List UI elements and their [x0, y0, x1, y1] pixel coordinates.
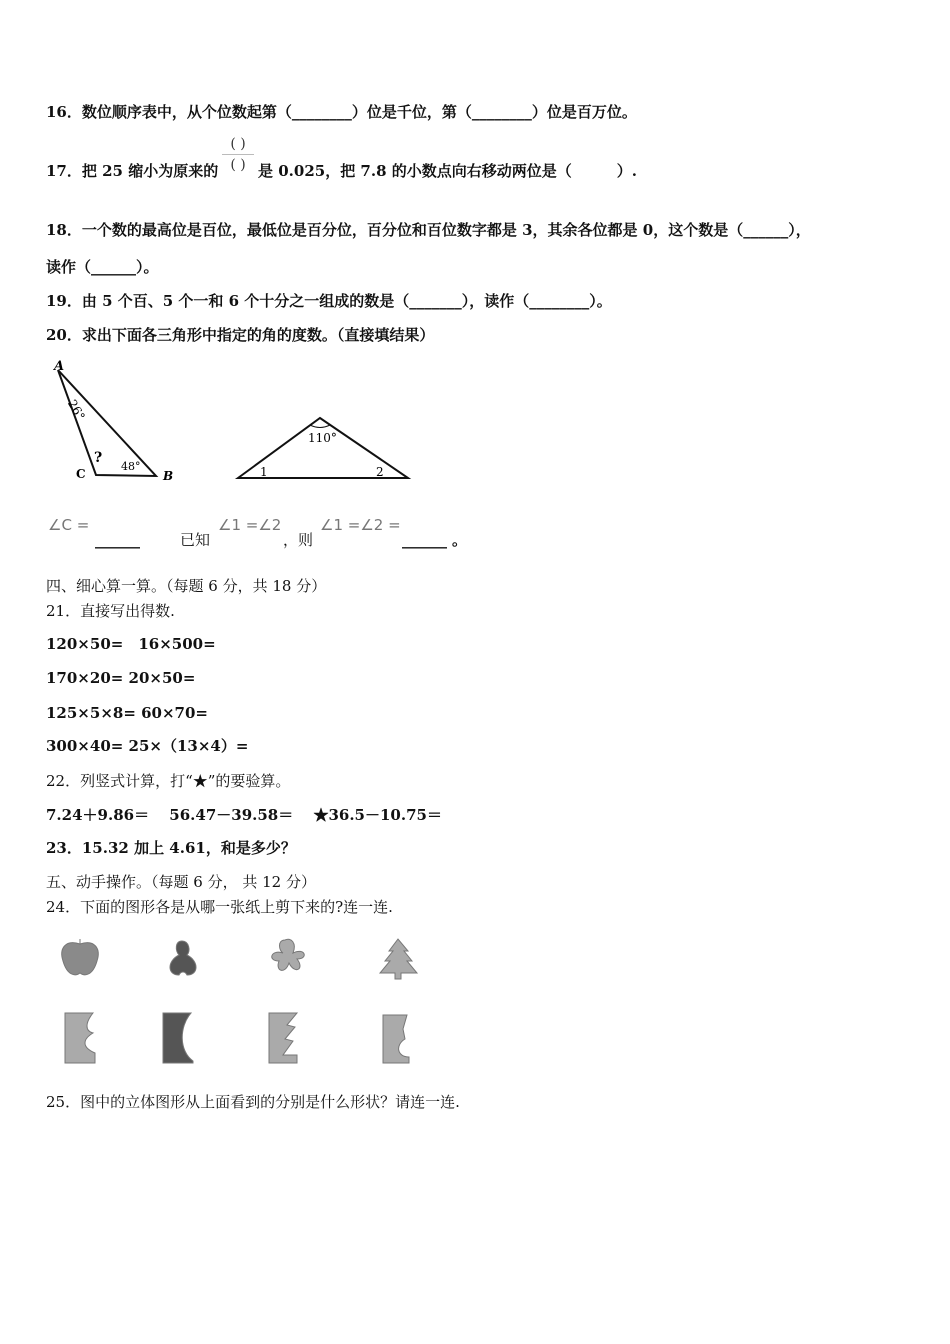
question-23: 23．15.32 加上 4.61，和是多少？ — [46, 839, 296, 857]
question-20: 20．求出下面各三角形中指定的角的度数。（直接填结果） — [46, 326, 435, 344]
angle-1-label: 1 — [260, 465, 268, 479]
question-21-title: 21．直接写出得数. — [46, 602, 175, 620]
question-17-part1: 17．把 25 缩小为原来的 — [46, 162, 219, 180]
angle-c-blank[interactable]: ______ — [95, 531, 140, 549]
paper-2 — [163, 1013, 193, 1063]
triangle-110-figure — [230, 410, 420, 485]
cutout-shapes-figure — [55, 935, 435, 1070]
calc-row-2: 170×20= 20×50= — [46, 669, 196, 687]
question-18-read: 读作（______）。 — [46, 258, 159, 276]
label-b: B — [163, 469, 174, 483]
equal-angles-2: ∠1 =∠2 = — [320, 516, 401, 534]
fraction-numerator: ( ) — [230, 136, 246, 152]
top-angle-value: 110° — [308, 431, 337, 445]
label-c: C — [76, 467, 86, 481]
angle-c-label: ∠C = — [48, 516, 90, 534]
fraction-blank[interactable] — [222, 136, 254, 173]
question-25: 25．图中的立体图形从上面看到的分别是什么形状？请连一连. — [46, 1093, 460, 1111]
paper-4 — [383, 1015, 409, 1063]
apple-shape — [62, 939, 98, 975]
period: 。 — [452, 531, 468, 549]
question-16: 16．数位顺序表中，从个位数起第（________）位是千位，第（________）位是百万位。 — [46, 103, 637, 121]
then-label: ，则 — [283, 531, 314, 549]
question-24-title: 24．下面的图形各是从哪一张纸上剪下来的?连一连. — [46, 898, 393, 916]
label-a: A — [54, 359, 65, 374]
angle-2-label: 2 — [376, 465, 384, 479]
triangle-abc-figure — [46, 358, 186, 488]
flower-shape — [272, 939, 304, 970]
known-label: 已知 — [180, 531, 211, 549]
question-19: 19．由 5 个百、5 个一和 6 个十分之一组成的数是（_______），读作（________）。 — [46, 292, 612, 310]
paper-1 — [65, 1013, 95, 1063]
gourd-shape — [170, 941, 196, 975]
equal-angles: ∠1 =∠2 — [218, 516, 282, 534]
question-22-row: 7.24＋9.86＝ 56.47－39.58＝ ★36.5－10.75＝ — [46, 806, 442, 824]
section-4-heading: 四、细心算一算。（每题 6 分，共 18 分） — [46, 577, 327, 595]
fraction-denominator: ( ) — [230, 157, 246, 173]
question-22-title: 22．列竖式计算，打“★”的要验算。 — [46, 772, 291, 790]
angle-b-value: 48° — [121, 460, 141, 473]
paper-3 — [269, 1013, 297, 1063]
question-17-part2: 是 0.025，把 7.8 的小数点向右移动两位是（ ）. — [258, 162, 637, 180]
angle-blank[interactable]: ______ — [402, 531, 447, 549]
unknown-angle: ? — [94, 450, 103, 466]
section-5-heading: 五、动手操作。（每题 6 分， 共 12 分） — [46, 873, 316, 891]
question-18: 18．一个数的最高位是百位，最低位是百分位，百分位和百位数字都是 3，其余各位都是 0，这个数是（______）， — [46, 221, 811, 239]
calc-row-3: 125×5×8= 60×70= — [46, 704, 208, 722]
angle-a-value: 26° — [64, 397, 88, 423]
tree-shape — [380, 939, 417, 979]
calc-row-1: 120×50= 16×500= — [46, 635, 216, 653]
calc-row-4: 300×40= 25×（13×4）= — [46, 737, 249, 755]
